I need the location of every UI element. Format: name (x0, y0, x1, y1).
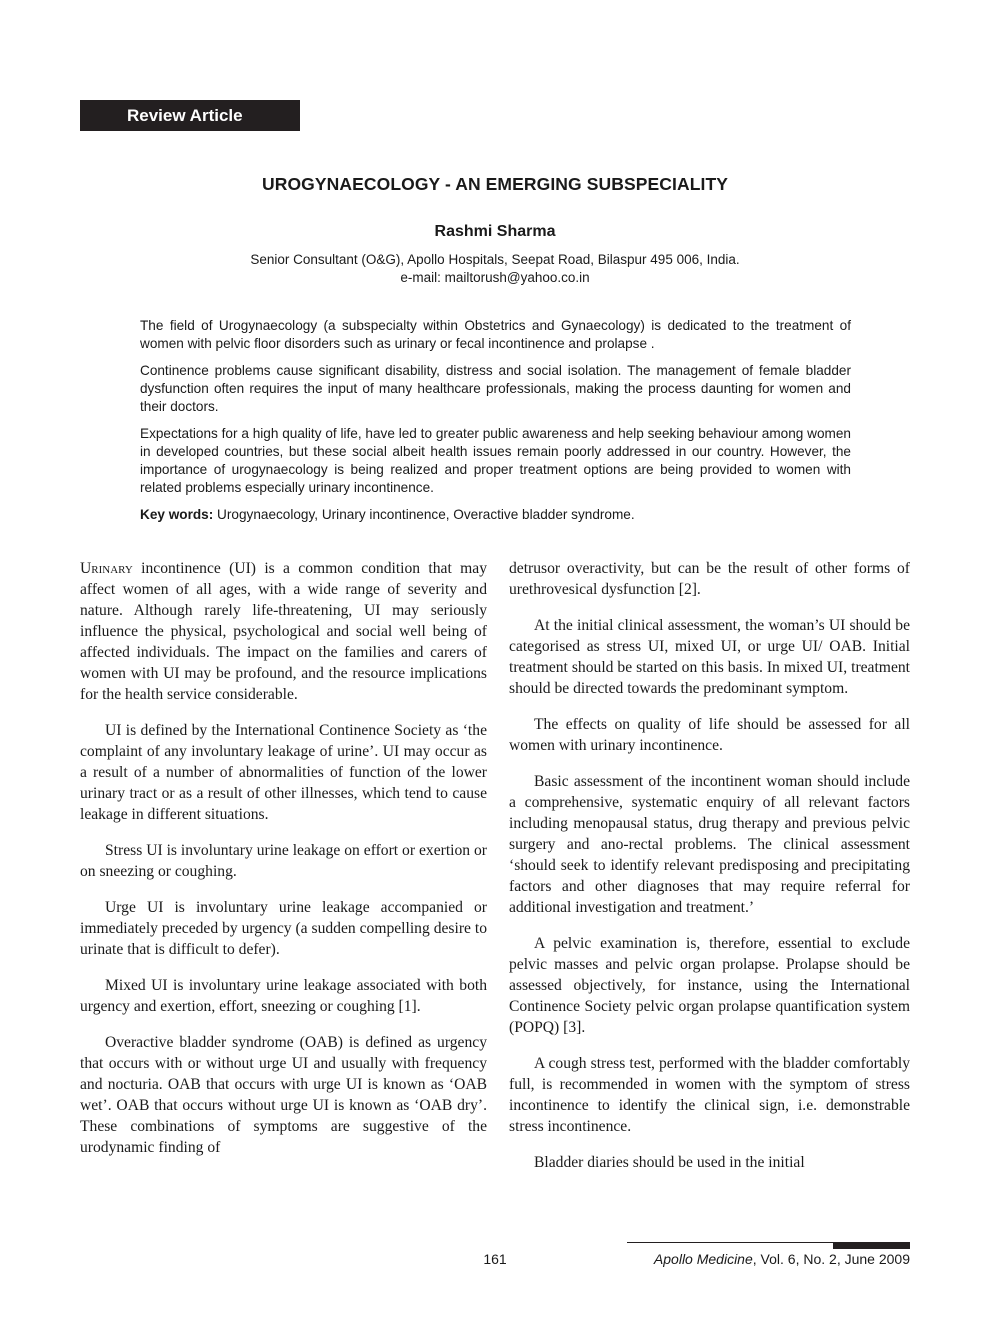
author-email[interactable]: e-mail: mailtorush@yahoo.co.in (400, 270, 590, 285)
article-title: UROGYNAECOLOGY - AN EMERGING SUBSPECIALITY (261, 174, 729, 194)
body-paragraph: Urge UI is involuntary urine leakage accompanied or immediately preceded by urgency (a sudden compelling desire to urinate that is difficult to defer). (80, 899, 487, 958)
abstract (140, 317, 851, 533)
body-paragraph: Overactive bladder syndrome (OAB) is defined as urgency that occurs with or without urge UI and usually with frequency and nocturia. OAB that occurs with urge UI is known as ‘OAB wet’. OAB that occurs without urge UI is known as ‘OAB dry’. These combinations of symptoms are suggestive of the urodynamic finding of (80, 1034, 487, 1156)
body-paragraph: Bladder diaries should be used in the initial (534, 1154, 805, 1171)
abstract-paragraph: The field of Urogynaecology (a subspecialty within Obstetrics and Gynaecology) is dedicated to the treatment of women with pelvic floor disorders such as urinary or fecal incontinence and prolapse . (140, 318, 851, 351)
author-affiliation (0, 251, 990, 287)
body-paragraph: A pelvic examination is, therefore, essential to exclude pelvic masses and pelvic organ prolapse. Prolapse should be assessed objectively, for instance, using the International Continence Society pelvic organ prolapse quantification system (POPQ) [3]. (509, 935, 910, 1036)
journal-citation (654, 1251, 910, 1267)
journal-details: , Vol. 6, No. 2, June 2009 (752, 1251, 910, 1267)
page-number: 161 (483, 1251, 507, 1267)
body-paragraph: The effects on quality of life should be assessed for all women with urinary incontinence. (509, 716, 910, 754)
body-paragraph: A cough stress test, performed with the bladder comfortably full, is recommended in women with the symptom of stress incontinence to identify the clinical sign, i.e. demonstrable stress incontinence. (509, 1055, 910, 1135)
section-badge: Review Article (80, 100, 300, 131)
dropcap-word: Urinary (80, 560, 133, 577)
keywords-list: Urogynaecology, Urinary incontinence, Overactive bladder syndrome. (213, 507, 635, 522)
body-column-left (80, 558, 487, 1173)
abstract-paragraph: Continence problems cause significant disability, distress and social isolation. The management of female bladder dysfunction often requires the input of many healthcare professionals, making the process daunting for women and their doctors. (140, 363, 851, 414)
body-paragraph: Mixed UI is involuntary urine leakage associated with both urgency and exertion, effort, sneezing or coughing [1]. (80, 977, 487, 1015)
body-paragraph: Stress UI is involuntary urine leakage on effort or exertion or on sneezing or coughing. (80, 842, 487, 880)
body-column-right (509, 558, 910, 1188)
body-paragraph: At the initial clinical assessment, the woman’s UI should be categorised as stress UI, mixed UI, or urge UI/ OAB. Initial treatment should be started on this basis. In mixed UI, treatment should be directed towards the predominant symptom. (509, 617, 910, 697)
body-paragraph: detrusor overactivity, but can be the result of other forms of urethrovesical dysfunction [2]. (509, 560, 910, 598)
affiliation-line: Senior Consultant (O&G), Apollo Hospitals, Seepat Road, Bilaspur 495 006, India. (250, 252, 740, 267)
keywords-label: Key words: (140, 507, 214, 522)
footer-bar (833, 1243, 910, 1249)
abstract-paragraph: Expectations for a high quality of life, have led to greater public awareness and help seeking behaviour among women in developed countries, but these social albeit health issues remain poorly addressed in our country. However, the importance of urogynaecology is being realized and proper treatment options are being provided to women with related problems especially urinary incontinence. (140, 426, 851, 495)
body-paragraph: UI is defined by the International Continence Society as ‘the complaint of any involuntary leakage of urine’. UI may occur as a result of a number of abnormalities of function of the lower urinary tract or as a result of other illnesses, which tend to cause leakage in different situations. (80, 722, 487, 823)
author-name: Rashmi Sharma (434, 223, 556, 240)
journal-name: Apollo Medicine (653, 1251, 753, 1267)
body-paragraph (80, 558, 487, 705)
body-text: incontinence (UI) is a common condition that may affect women of all ages, with a wide range of severity and nature. Although rarely life-threatening, UI may seriously influence the physical, psychological and social well being of affected individuals. The impact on the families and carers of women with UI may be profound, and the resource implications for the health service considerable. (80, 560, 487, 703)
keywords (140, 506, 851, 524)
body-paragraph: Basic assessment of the incontinent woman should include a comprehensive, systematic enquiry of all relevant factors including menopausal status, drug therapy and previous pelvic surgery and ano-rectal problems. The clinical assessment ‘should seek to identify relevant predisposing and precipitating factors and other diagnoses that may require referral for additional investigation and treatment.’ (509, 773, 910, 916)
